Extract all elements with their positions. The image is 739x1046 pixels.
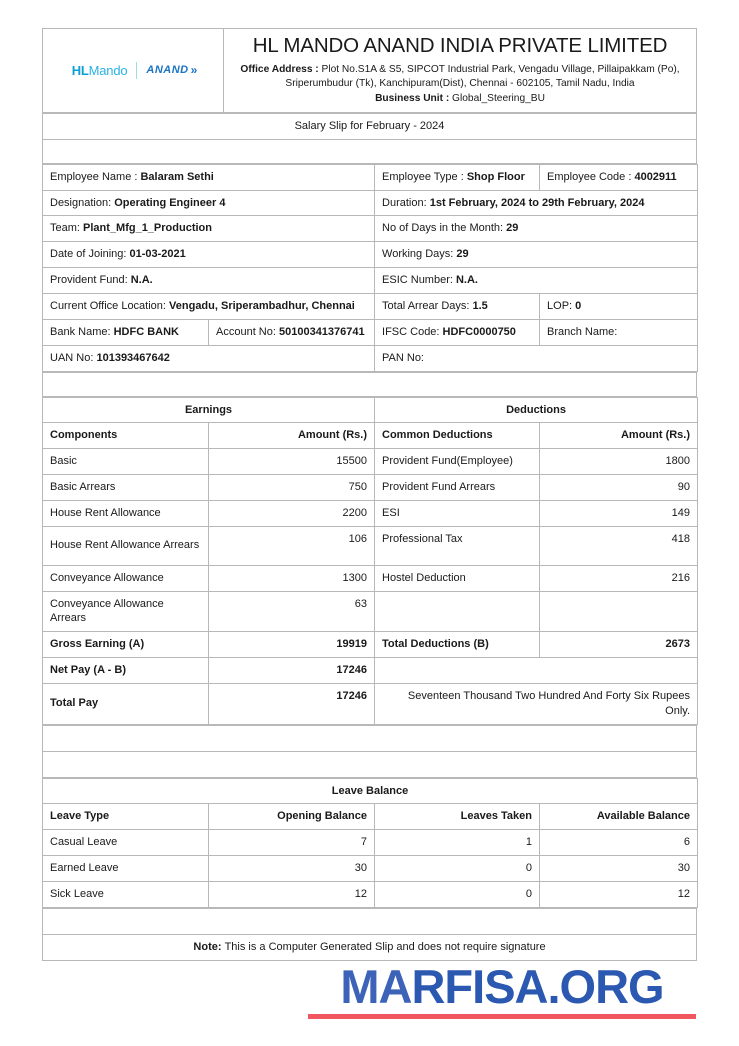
deduction-component-name — [375, 591, 540, 632]
leave-balance-title: Leave Balance — [43, 778, 698, 804]
employee-code-value: 4002911 — [634, 170, 677, 183]
earning-component-name: Basic — [43, 449, 209, 475]
employee-row-pf — [43, 268, 698, 294]
branch-name-label: Branch Name: — [547, 325, 618, 338]
employee-row-name — [43, 164, 698, 190]
watermark-text — [302, 960, 702, 1013]
earning-component-amount: 15500 — [209, 449, 375, 475]
chevron-right-icon: » — [190, 63, 195, 78]
deduction-component-amount — [540, 591, 698, 632]
note-label: Note: — [193, 940, 225, 953]
earning-component-name: House Rent Allowance Arrears — [43, 526, 209, 565]
spacer-cell — [43, 725, 697, 751]
account-no-value: 50100341376741 — [278, 325, 365, 338]
deduction-component-name: Professional Tax — [375, 526, 540, 565]
employee-row-doj — [43, 242, 698, 268]
net-pay-row — [43, 658, 698, 684]
leave-section-header-row — [43, 778, 698, 804]
blank-row — [43, 725, 697, 751]
company-name: HL MANDO ANAND INDIA PRIVATE LIMITED — [252, 34, 668, 57]
deduction-component-amount: 1800 — [540, 449, 698, 475]
table-row — [43, 565, 698, 591]
anand-logo-icon — [146, 62, 194, 78]
available-balance-value: 30 — [540, 856, 698, 882]
business-unit-line — [231, 92, 689, 107]
earning-component-name: Conveyance Allowance Arrears — [43, 591, 209, 632]
amount-in-words: Seventeen Thousand Two Hundred And Forty Six Rupees Only. — [375, 683, 698, 724]
watermark-text-part2: RFISA.ORG — [411, 960, 664, 1013]
employee-row-team — [43, 216, 698, 242]
office-address-value-1: Plot No.S1A & S5, SIPCOT Industrial Park, Vengadu Village, Pillaipakkam (Po), — [318, 63, 680, 75]
office-address-label: Office Address : — [240, 63, 319, 75]
mid-spacer-row — [43, 372, 697, 396]
title-row — [43, 113, 697, 139]
table-row — [43, 500, 698, 526]
leave-type-value: Sick Leave — [43, 882, 209, 908]
deductions-section-title: Deductions — [375, 397, 698, 423]
table-row — [43, 475, 698, 501]
hl-mando-logo-icon — [72, 62, 128, 80]
earning-component-amount: 750 — [209, 475, 375, 501]
duration-label: Duration: — [382, 196, 430, 209]
table-row — [43, 882, 698, 908]
employee-row-location — [43, 293, 698, 319]
provident-fund-value: N.A. — [130, 274, 153, 287]
spacer-cell — [43, 908, 697, 934]
deduction-component-name: ESI — [375, 500, 540, 526]
ifsc-code-value: HDFC0000750 — [442, 325, 516, 338]
total-pay-value: 17246 — [209, 683, 375, 724]
earning-component-name: Basic Arrears — [43, 475, 209, 501]
account-no-cell — [209, 319, 375, 345]
deduction-component-amount: 90 — [540, 475, 698, 501]
earning-component-amount: 1300 — [209, 565, 375, 591]
opening-balance-value: 12 — [209, 882, 375, 908]
logo-cell — [43, 29, 224, 113]
date-of-joining-value: 01-03-2021 — [129, 248, 186, 261]
company-header-cell — [224, 29, 697, 113]
arrear-days-label: Total Arrear Days: — [382, 299, 473, 312]
days-in-month-cell — [375, 216, 698, 242]
lop-label: LOP: — [547, 299, 576, 312]
spacer-cell — [43, 139, 697, 163]
table-row — [43, 830, 698, 856]
uan-no-cell — [43, 345, 375, 371]
employee-name-label: Employee Name : — [50, 170, 141, 183]
office-location-value: Vengadu, Sriperambadhur, Chennai — [169, 299, 355, 312]
deductions-component-header: Common Deductions — [375, 423, 540, 449]
earnings-amount-header: Amount (Rs.) — [209, 423, 375, 449]
working-days-value: 29 — [456, 248, 469, 261]
net-pay-value: 17246 — [209, 658, 375, 684]
deduction-component-amount: 149 — [540, 500, 698, 526]
bank-name-value: HDFC BANK — [113, 325, 179, 338]
total-deductions-value: 2673 — [540, 632, 698, 658]
gross-earning-value: 19919 — [209, 632, 375, 658]
earning-component-name: House Rent Allowance — [43, 500, 209, 526]
leave-type-value: Earned Leave — [43, 856, 209, 882]
deduction-component-amount: 216 — [540, 565, 698, 591]
deduction-component-amount: 418 — [540, 526, 698, 565]
earnings-section-title: Earnings — [43, 397, 375, 423]
provident-fund-cell — [43, 268, 375, 294]
esic-number-value: N.A. — [455, 274, 478, 287]
team-value: Plant_Mfg_1_Production — [83, 222, 212, 235]
ifsc-code-label: IFSC Code: — [382, 325, 443, 338]
designation-label: Designation: — [50, 196, 115, 209]
employee-details-table — [42, 164, 698, 372]
lop-cell — [540, 293, 698, 319]
earning-component-name: Conveyance Allowance — [43, 565, 209, 591]
leave-column-header-row — [43, 804, 698, 830]
earnings-component-header: Components — [43, 423, 209, 449]
company-logo — [72, 62, 195, 80]
salary-slip-page — [42, 28, 697, 961]
earning-component-amount: 63 — [209, 591, 375, 632]
uan-no-value: 101393467642 — [96, 351, 170, 364]
leaves-taken-value: 0 — [375, 882, 540, 908]
total-pay-label: Total Pay — [43, 683, 209, 724]
totals-row — [43, 632, 698, 658]
date-of-joining-label: Date of Joining: — [50, 248, 130, 261]
bank-name-label: Bank Name: — [50, 325, 114, 338]
deduction-component-name: Provident Fund(Employee) — [375, 449, 540, 475]
employee-row-bank — [43, 319, 698, 345]
column-header-row — [43, 423, 698, 449]
note-table — [42, 908, 697, 961]
uan-no-label: UAN No: — [50, 351, 97, 364]
office-location-cell — [43, 293, 375, 319]
earning-component-amount: 2200 — [209, 500, 375, 526]
logo-anand-text: ANAND — [146, 63, 189, 76]
table-row — [43, 591, 698, 632]
employee-row-uan — [43, 345, 698, 371]
employee-type-value: Shop Floor — [466, 170, 525, 183]
designation-value: Operating Engineer 4 — [114, 196, 226, 209]
pan-no-label: PAN No: — [382, 351, 424, 364]
team-label: Team: — [50, 222, 84, 235]
working-days-cell — [375, 242, 698, 268]
header-row — [43, 29, 697, 113]
deduction-component-name: Provident Fund Arrears — [375, 475, 540, 501]
total-deductions-label: Total Deductions (B) — [375, 632, 540, 658]
marfisa-watermark — [302, 960, 702, 1019]
office-address-line-1 — [231, 63, 689, 78]
provident-fund-label: Provident Fund: — [50, 274, 131, 287]
title-table — [42, 113, 697, 164]
esic-number-label: ESIC Number: — [382, 274, 456, 287]
business-unit-label: Business Unit : — [375, 93, 450, 105]
duration-value: 1st February, 2024 to 29th February, 2024 — [429, 196, 645, 209]
total-pay-row — [43, 683, 698, 724]
leaves-taken-value: 0 — [375, 856, 540, 882]
leave-balance-table — [42, 778, 698, 908]
designation-cell — [43, 190, 375, 216]
net-pay-empty-cell — [375, 658, 698, 684]
bank-name-cell — [43, 319, 209, 345]
duration-cell — [375, 190, 698, 216]
note-text: This is a Computer Generated Slip and does not require signature — [224, 940, 546, 953]
employee-type-cell — [375, 164, 540, 190]
leave-type-header: Leave Type — [43, 804, 209, 830]
working-days-label: Working Days: — [382, 248, 457, 261]
watermark-text-part1: MA — [340, 960, 412, 1013]
leave-type-value: Casual Leave — [43, 830, 209, 856]
office-address-line-2: Sriperumbudur (Tk), Kanchipuram(Dist), Chennai - 602105, Tamil Nadu, India — [285, 78, 635, 90]
ifsc-code-cell — [375, 319, 540, 345]
arrear-days-value: 1.5 — [472, 299, 488, 312]
deduction-component-name: Hostel Deduction — [375, 565, 540, 591]
opening-balance-header: Opening Balance — [209, 804, 375, 830]
office-location-label: Current Office Location: — [50, 299, 170, 312]
leaves-taken-value: 1 — [375, 830, 540, 856]
employee-type-label: Employee Type : — [382, 170, 467, 183]
spacer-cell — [43, 372, 697, 396]
days-in-month-value: 29 — [506, 222, 519, 235]
arrear-days-cell — [375, 293, 540, 319]
logo-hl-text: HL — [71, 62, 89, 78]
mid-spacer-table — [42, 372, 697, 397]
lop-value: 0 — [575, 299, 582, 312]
esic-number-cell — [375, 268, 698, 294]
team-cell — [43, 216, 375, 242]
blank-row — [43, 908, 697, 934]
employee-code-label: Employee Code : — [547, 170, 635, 183]
available-balance-value: 6 — [540, 830, 698, 856]
table-row — [43, 856, 698, 882]
title-spacer-row — [43, 139, 697, 163]
earnings-deductions-table — [42, 397, 698, 725]
business-unit-value: Global_Steering_BU — [449, 93, 545, 105]
header-table — [42, 28, 697, 113]
available-balance-header: Available Balance — [540, 804, 698, 830]
branch-name-cell — [540, 319, 698, 345]
logo-divider — [136, 62, 137, 79]
available-balance-value: 12 — [540, 882, 698, 908]
employee-name-cell — [43, 164, 375, 190]
gross-earning-label: Gross Earning (A) — [43, 632, 209, 658]
note-row — [43, 934, 697, 960]
employee-row-designation — [43, 190, 698, 216]
earning-component-amount: 106 — [209, 526, 375, 565]
deductions-amount-header: Amount (Rs.) — [540, 423, 698, 449]
table-row — [43, 449, 698, 475]
spacer-cell — [43, 751, 697, 777]
footer-note — [43, 934, 697, 960]
blank-row — [43, 751, 697, 777]
opening-balance-value: 30 — [209, 856, 375, 882]
pre-leave-spacer-table — [42, 725, 697, 778]
section-header-row — [43, 397, 698, 423]
account-no-label: Account No: — [216, 325, 279, 338]
page-title: Salary Slip for February - 2024 — [43, 113, 697, 139]
table-row — [43, 526, 698, 565]
leaves-taken-header: Leaves Taken — [375, 804, 540, 830]
net-pay-label: Net Pay (A - B) — [43, 658, 209, 684]
employee-name-value: Balaram Sethi — [140, 170, 214, 183]
days-in-month-label: No of Days in the Month: — [382, 222, 507, 235]
employee-code-cell — [540, 164, 698, 190]
date-of-joining-cell — [43, 242, 375, 268]
logo-mando-text: Mando — [88, 62, 128, 78]
pan-no-cell — [375, 345, 698, 371]
opening-balance-value: 7 — [209, 830, 375, 856]
watermark-underline — [308, 1014, 696, 1019]
